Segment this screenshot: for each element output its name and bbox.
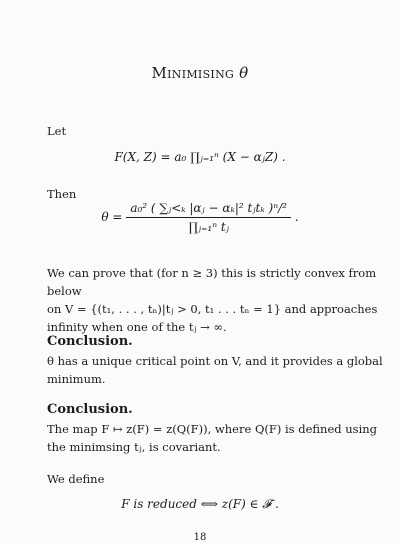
- paragraph-line: The map F ↦ z(F) = z(Q(F)), where Q(F) is defined using: [47, 422, 378, 436]
- let-label: Let: [47, 124, 67, 138]
- theta-end: .: [294, 210, 299, 224]
- paragraph-line: We can prove that (for n ≥ 3) this is strictly convex from below: [47, 266, 377, 298]
- we-define-label: We define: [47, 472, 105, 486]
- title-word: Minimising: [151, 64, 235, 82]
- conclusion-heading: Conclusion.: [47, 334, 133, 349]
- conclusion-text: [47, 352, 383, 388]
- conclusion-text: [47, 420, 377, 456]
- page-number: 18: [193, 532, 207, 543]
- paragraph-line: infinity when one of the tⱼ → ∞.: [47, 320, 227, 334]
- page-title: [0, 64, 400, 82]
- paragraph-line: on V = {(t₁, . . . , tₙ)|tⱼ > 0, t₁ . . . tₙ = 1} and approaches: [47, 302, 378, 316]
- equation-F: F(X, Z) = a₀ ∏ⱼ₌₁ⁿ (X − αⱼZ) .: [114, 150, 286, 164]
- paragraph-line: minimum.: [47, 372, 106, 386]
- theta-numerator: a₀² ( ∑ⱼ<ₖ |αⱼ − αₖ|² tⱼtₖ )ⁿ/²: [126, 201, 291, 218]
- theta-lhs: θ =: [101, 210, 123, 224]
- title-symbol: θ: [239, 64, 249, 82]
- theta-denominator: ∏ⱼ₌₁ⁿ tⱼ: [188, 220, 229, 234]
- paragraph-line: the minimsing tⱼ, is covariant.: [47, 440, 221, 454]
- conclusion-heading: Conclusion.: [47, 402, 133, 417]
- then-label: Then: [47, 187, 77, 201]
- equation-theta: [0, 201, 400, 234]
- equation-reduced: F is reduced ⟺ z(F) ∈ 𝓕 .: [121, 497, 279, 511]
- theta-fraction: [126, 201, 291, 234]
- convexity-paragraph: [47, 264, 400, 336]
- paragraph-line: θ has a unique critical point on V, and it provides a global: [47, 354, 383, 368]
